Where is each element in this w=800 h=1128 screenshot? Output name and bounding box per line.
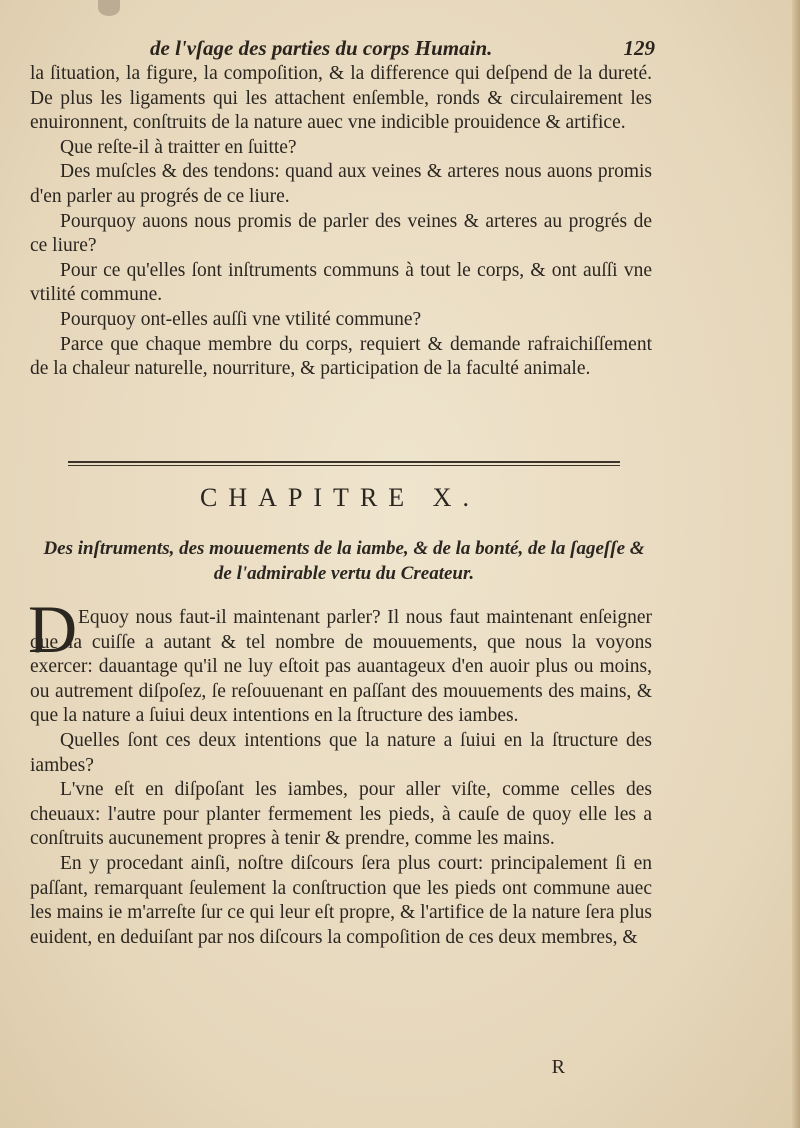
chapter-body — [30, 606, 652, 950]
paragraph: Pourquoy ont-elles auſſi vne vtilité commune? — [60, 308, 422, 330]
page-number: 129 — [623, 36, 655, 60]
paragraph: Pour ce qu'elles ſont inſtruments communs à tout le corps, & ont auſſi vne vtilité commune. — [30, 259, 652, 306]
chapter-heading: CHAPITRE X. — [200, 483, 480, 512]
section-rule — [68, 461, 620, 466]
paragraph: Des muſcles & des tendons: quand aux veines & arteres nous auons promis d'en parler au progrés de ce liure. — [30, 161, 652, 207]
chapter-subtitle: Des inſtruments, des mouuements de la iambe, & de la bonté, de la ſageſſe & de l'admirable vertu du Createur. — [43, 538, 645, 584]
paragraph: Quelles ſont ces deux intentions que la nature a ſuiui en la ſtructure des iambes? — [30, 729, 652, 776]
drop-cap: D — [28, 591, 78, 667]
ink-stain — [98, 0, 120, 16]
page-edge — [792, 0, 800, 1128]
running-title: de l'vſage des parties du corps Humain. — [150, 36, 493, 60]
catchword: R — [551, 1056, 565, 1078]
paragraph: Parce que chaque membre du corps, requiert & demande rafraichiſſement de la chaleur naturelle, nourriture, & participation de la faculté animale. — [30, 333, 652, 380]
paragraph: En y procedant ainſi, noſtre diſcours ſera plus court: principalement ſi en paſſant, remarquant ſeulement la conſtruction que les pieds ont commune auec les mains ie m'arreſte ſur ce qui leur eſt propre, & l'artifice de la nature ſera plus euident, en deduiſant par nos diſcours la compoſition de ces deux membres, & — [30, 852, 652, 948]
paragraph: Que reſte-il à traitter en ſuitte? — [60, 136, 297, 158]
paragraph: Equoy nous faut-il maintenant parler? Il nous faut maintenant enſeigner que la cuiſſe a autant & tel nombre de mouuements, que nous la voyons exercer: dauantage qu'il ne luy eſtoit pas auantageux d'en auoir plus ou moins, ou autrement diſpoſez, ſe reſouuenant en paſſant des mouuements des mains, & que la nature a ſuiui deux intentions en la ſtructure des iambes. — [30, 607, 652, 727]
top-text-block — [30, 62, 652, 382]
paragraph: L'vne eſt en diſpoſant les iambes, pour aller viſte, comme celles des cheuaux: l'autre pour planter fermement les pieds, à cauſe de quoy elle les a conſtruits aucunement propres à tenir & prendre, comme les mains. — [30, 779, 652, 850]
paragraph: Pourquoy auons nous promis de parler des veines & arteres au progrés de ce liure? — [30, 210, 652, 257]
paragraph: la ſituation, la figure, la compoſition, & la difference qui deſpend de la dureté. De plus les ligaments qui les attachent enſemble, ronds & circulairement les enuironnent, conſtruits de la nature auec vne indicible prouidence & artifice. — [30, 63, 652, 134]
